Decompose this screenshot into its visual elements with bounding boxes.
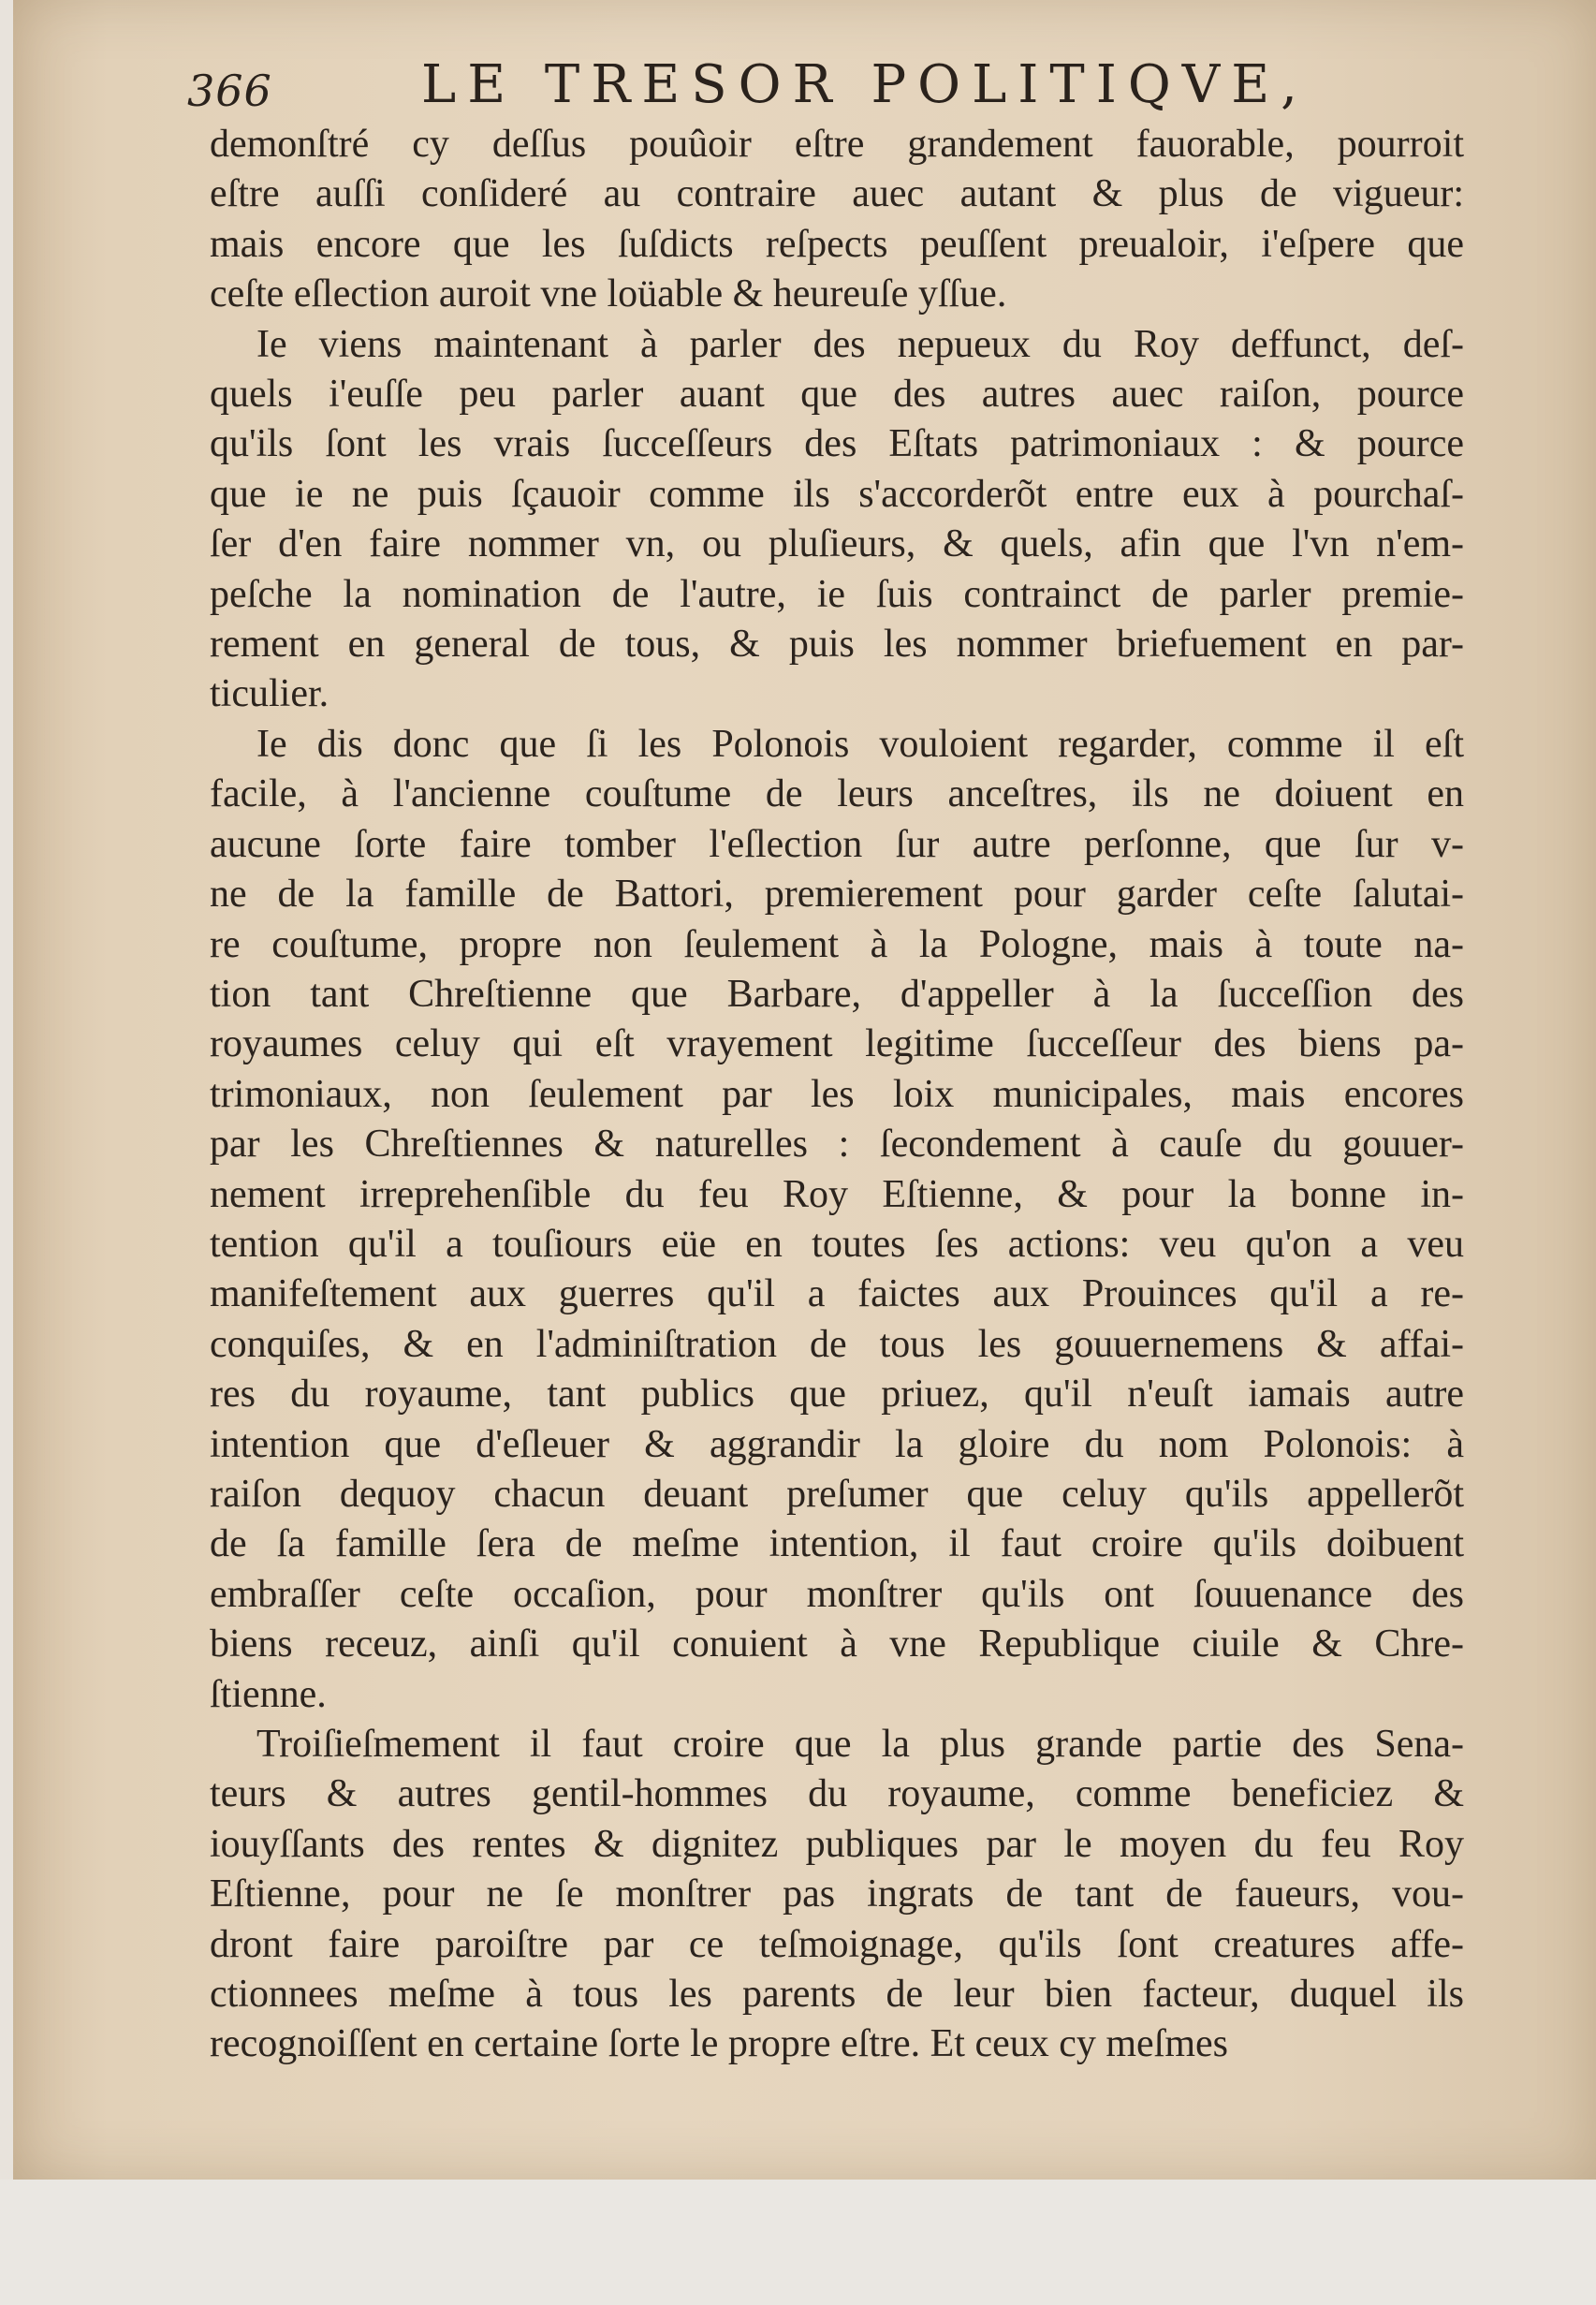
text-line: raiſon dequoy chacun deuant preſumer que celuy qu'ils appellerõt [210,1472,1464,1516]
text-line: nement irreprehenſible du feu Roy Eſtienne, & pour la bonne in- [210,1172,1464,1216]
text-line: qu'ils ſont les vrais ſucceſſeurs des Eſtats patrimoniaux : & pource [210,422,1464,466]
text-line: tion tant Chreſtienne que Barbare, d'appeller à la ſucceſſion des [210,972,1464,1016]
text-line: ticulier. [210,672,329,716]
body-text [210,120,1464,2070]
text-line: ſer d'en faire nommer vn, ou pluſieurs, & quels, afin que l'vn n'em- [210,522,1464,566]
page-number: 366 [187,66,272,116]
text-line: facile, à l'ancienne couſtume de leurs anceſtres, ils ne doiuent en [210,772,1464,816]
text-line: ſtienne. [210,1672,327,1716]
paragraph [210,1720,1464,2070]
text-line: quels i'euſſe peu parler auant que des autres auec raiſon, pource [210,373,1464,417]
text-line: trimoniaux, non ſeulement par les loix municipales, mais encores [210,1072,1464,1116]
running-head [187,54,1479,129]
text-line: biens receuz, ainſi qu'il conuient à vne Republique ciuile & Chre- [210,1622,1464,1666]
text-line: peſche la nomination de l'autre, ie ſuis contrainct de parler premie- [210,572,1464,616]
text-line: mais encore que les ſuſdicts reſpects peuſſent preualoir, i'eſpere que [210,222,1464,266]
text-line: embraſſer ceſte occaſion, pour monſtrer qu'ils ont ſouuenance des [210,1572,1464,1616]
text-line: res du royaume, tant publics que priuez, qu'il n'euſt iamais autre [210,1373,1464,1417]
text-line: eſtre auſſi conſideré au contraire auec autant & plus de vigueur: [210,172,1464,216]
text-line: rement en general de tous, & puis les nommer briefuement en par- [210,623,1464,667]
text-line: ctionnees meſme à tous les parents de leur bien facteur, duquel ils [210,1973,1464,2017]
text-line: Eſtienne, pour ne ſe monſtrer pas ingrats de tant de faueurs, vou- [210,1872,1464,1916]
text-line: re couſtume, propre non ſeulement à la Pologne, mais à toute na- [210,922,1464,966]
text-line: manifeſtement aux guerres qu'il a faictes aux Prouinces qu'il a re- [210,1272,1464,1316]
text-line: royaumes celuy qui eſt vrayement legitime ſucceſſeur des biens pa- [210,1022,1464,1066]
text-line: ne de la famille de Battori, premierement pour garder ceſte ſalutai- [210,873,1464,917]
text-line: Ie dis donc que ſi les Polonois vouloient regarder, comme il eſt [256,722,1464,766]
running-title: LE TRESOR POLITIQVE, [421,54,1309,115]
text-line: intention que d'eſleuer & aggrandir la gloire du nom Polonois: à [210,1422,1464,1466]
paragraph [210,120,1464,320]
text-line: dront faire paroiſtre par ce teſmoignage, qu'ils ſont creatures affe- [210,1922,1464,1966]
text-line: de ſa famille ſera de meſme intention, il faut croire qu'ils doibuent [210,1522,1464,1566]
text-line: demonſtré cy deſſus pouûoir eſtre grandement fauorable, pourroit [210,123,1464,166]
scan-background [0,2180,1596,2305]
text-line: que ie ne puis ſçauoir comme ils s'accorderõt entre eux à pourchaſ- [210,472,1464,516]
text-line: ceſte eſlection auroit vne loüable & heureuſe yſſue. [210,272,1007,316]
text-line: aucune ſorte faire tomber l'eſlection ſur autre perſonne, que ſur v- [210,822,1464,866]
text-line: tention qu'il a touſiours eüe en toutes ſes actions: veu qu'on a veu [210,1222,1464,1266]
text-line: Troiſieſmement il faut croire que la plus grande partie des Sena- [256,1723,1464,1766]
text-line: recognoiſſent en certaine ſorte le propre eſtre. Et ceux cy meſmes [210,2022,1229,2066]
text-line: iouyſſants des rentes & dignitez publiques par le moyen du feu Roy [210,1822,1464,1866]
text-line: conquiſes, & en l'adminiſtration de tous les gouuernemens & affai- [210,1322,1464,1366]
text-line: teurs & autres gentil-hommes du royaume, comme beneficiez & [210,1772,1464,1816]
text-line: par les Chreſtiennes & naturelles : ſecondement à cauſe du gouuer- [210,1123,1464,1167]
paragraph [210,320,1464,720]
text-line: Ie viens maintenant à parler des nepueux du Roy deffunct, deſ- [256,322,1464,366]
paragraph [210,720,1464,1720]
